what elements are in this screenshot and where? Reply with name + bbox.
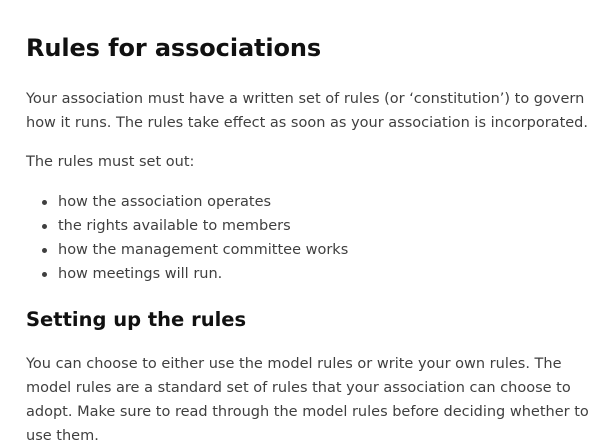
bullet-icon — [42, 224, 47, 229]
list-item — [26, 238, 586, 262]
rules-list — [26, 190, 586, 286]
rules-intro-text: The rules must set out: — [26, 154, 195, 170]
setup-paragraph: You can choose to either use the model rules or write your own rules. The model rules are a standard set of rules that your association can choose to adopt. Make sure to read through the model rules before deciding whether to use them. — [26, 356, 589, 444]
list-item-text: how the management committee works — [58, 242, 349, 258]
section-heading: Setting up the rules — [26, 308, 247, 331]
bullet-icon — [42, 272, 47, 277]
bullet-icon — [42, 248, 47, 253]
list-item — [26, 190, 586, 214]
list-item-text: how meetings will run. — [58, 266, 223, 282]
page-title: Rules for associations — [26, 34, 322, 62]
list-item — [26, 214, 586, 238]
list-item — [26, 262, 586, 286]
bullet-icon — [42, 200, 47, 205]
list-item-text: the rights available to members — [58, 218, 291, 234]
list-item-text: how the association operates — [58, 194, 272, 210]
intro-paragraph: Your association must have a written set of rules (or ‘constitution’) to govern how it runs. The rules take effect as soon as your association is incorporated. — [26, 91, 588, 131]
